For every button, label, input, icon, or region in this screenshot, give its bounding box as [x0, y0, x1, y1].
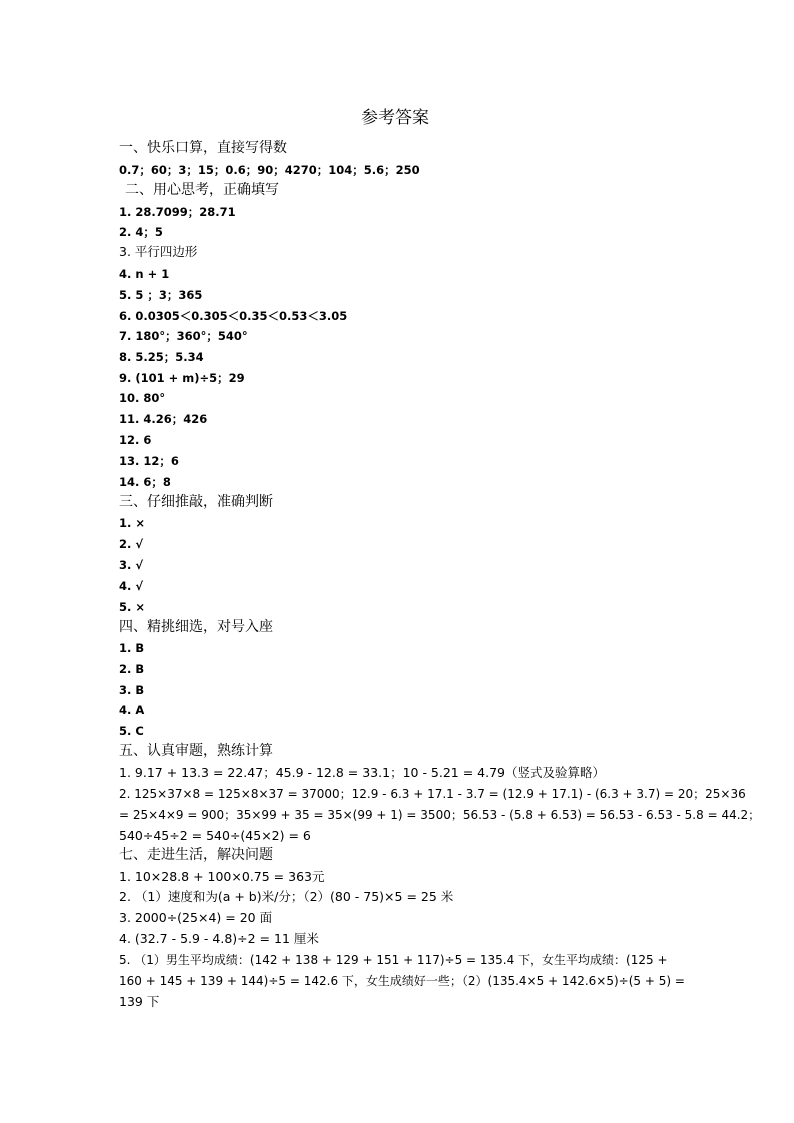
- answer-item: 3. B: [119, 683, 145, 697]
- problem-line: 5. （1）男生平均成绩：(142 + 138 + 129 + 151 + 117)÷5 = 135.4 下，女生平均成绩：(125 +: [119, 953, 668, 967]
- answer-item: 1. ×: [119, 516, 146, 530]
- answer-item: 5. ×: [119, 600, 146, 614]
- answer-item: 6. 0.0305＜0.305＜0.35＜0.53＜3.05: [119, 309, 348, 323]
- answer-item: 1. B: [119, 641, 145, 655]
- answer-item: 3. √: [119, 558, 144, 572]
- calc-line: 540÷45÷2 = 540÷(45×2) = 6: [119, 828, 311, 843]
- answer-item: 3. 平行四边形: [119, 244, 198, 259]
- problem-line: 2. （1）速度和为(a + b)米/分；（2）(80 - 75)×5 = 25 米: [119, 889, 454, 904]
- page-title: 参考答案: [361, 108, 429, 128]
- answer-item: 9. (101 + m)÷5；29: [119, 371, 245, 385]
- answer-item: 11. 4.26；426: [119, 412, 208, 426]
- problem-line: 4. (32.7 - 5.9 - 4.8)÷2 = 11 厘米: [119, 931, 319, 946]
- problem-line: 3. 2000÷(25×4) = 20 面: [119, 910, 273, 925]
- answer-item: 5. 5 ；3；365: [119, 288, 203, 302]
- answer-item: 10. 80°: [119, 391, 166, 405]
- calc-line: = 25×4×9 = 900；35×99 + 35 = 35×(99 + 1) = 3500；56.53 - (5.8 + 6.53) = 56.53 - 6.53 - 5.8 = 44.2；: [119, 808, 761, 822]
- section-1-answers: 0.7；60；3；15；0.6；90；4270；104；5.6；250: [119, 163, 420, 177]
- problem-line: 1. 10×28.8 + 100×0.75 = 363元: [119, 869, 325, 884]
- answer-item: 12. 6: [119, 433, 152, 447]
- section-3-heading: 三、仔细推敲，准确判断: [119, 494, 273, 510]
- section-5-heading: 五、认真审题，熟练计算: [119, 743, 273, 759]
- answer-item: 1. 28.7099；28.71: [119, 205, 236, 219]
- answer-item: 13. 12；6: [119, 454, 179, 468]
- answer-item: 4. A: [119, 703, 145, 717]
- section-7-heading: 七、走进生活，解决问题: [119, 847, 273, 863]
- answer-item: 14. 6；8: [119, 475, 171, 489]
- answer-item: 8. 5.25；5.34: [119, 350, 204, 364]
- section-4-heading: 四、精挑细选，对号入座: [119, 619, 273, 635]
- section-2-heading: 二、用心思考，正确填写: [125, 182, 279, 198]
- answer-item: 2. 4；5: [119, 225, 163, 239]
- calc-line: 2. 125×37×8 = 125×8×37 = 37000；12.9 - 6.3 + 17.1 - 3.7 = (12.9 + 17.1) - (6.3 + 3.7) = 20；25×36: [119, 787, 746, 801]
- answer-item: 4. n + 1: [119, 267, 170, 281]
- problem-line: 139 下: [119, 994, 160, 1009]
- answer-item: 2. B: [119, 662, 145, 676]
- answer-item: 5. C: [119, 724, 144, 738]
- calc-line: 1. 9.17 + 13.3 = 22.47；45.9 - 12.8 = 33.1；10 - 5.21 = 4.79（竖式及验算略）: [119, 765, 606, 780]
- section-1-heading: 一、快乐口算，直接写得数: [119, 140, 287, 156]
- answer-item: 2. √: [119, 537, 144, 551]
- problem-line: 160 + 145 + 139 + 144)÷5 = 142.6 下，女生成绩好一些；（2）(135.4×5 + 142.6×5)÷(5 + 5) =: [119, 974, 685, 988]
- answer-item: 7. 180°；360°；540°: [119, 329, 248, 343]
- answer-item: 4. √: [119, 579, 144, 593]
